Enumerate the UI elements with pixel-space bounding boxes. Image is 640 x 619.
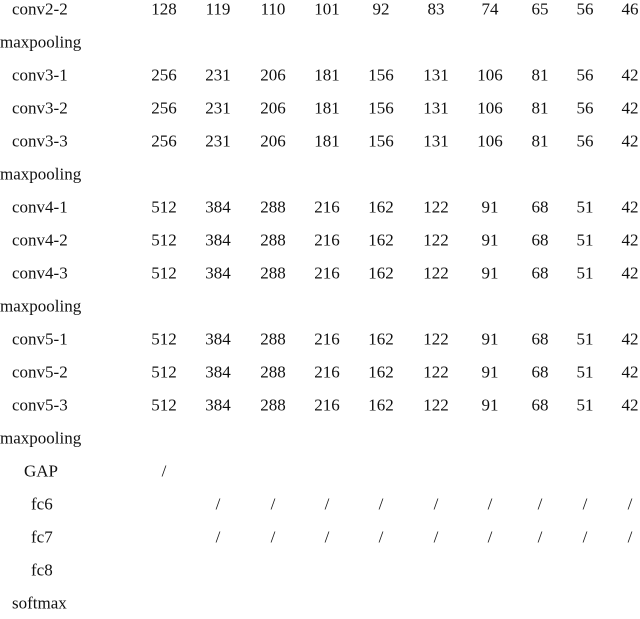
table-cell: 119 xyxy=(205,0,231,18)
table-cell: 156 xyxy=(368,131,394,150)
table-cell: 216 xyxy=(314,362,340,381)
table-cell: 81 xyxy=(531,98,549,117)
table-cell: / xyxy=(627,527,633,546)
table-row xyxy=(0,520,640,553)
table-cell: 42 xyxy=(621,395,639,414)
table-cell: 51 xyxy=(576,395,594,414)
table-cell: 216 xyxy=(314,197,340,216)
layer-label: maxpooling xyxy=(0,32,82,51)
table-row xyxy=(0,586,640,619)
table-cell: 162 xyxy=(368,395,394,414)
table-cell: / xyxy=(270,527,276,546)
table-cell: 91 xyxy=(481,230,499,249)
table-row xyxy=(0,421,640,454)
table-cell: 288 xyxy=(260,395,286,414)
table-cell: / xyxy=(487,527,493,546)
table-cell: 231 xyxy=(205,65,231,84)
table-cell: 68 xyxy=(531,329,549,348)
table-cell: 288 xyxy=(260,329,286,348)
table-cell: 42 xyxy=(621,131,639,150)
table-cell: 162 xyxy=(368,362,394,381)
table-cell: 288 xyxy=(260,197,286,216)
table-cell: 122 xyxy=(423,263,449,282)
table-row xyxy=(0,454,640,487)
table-row xyxy=(0,58,640,91)
table-row xyxy=(0,0,640,25)
table-cell: 156 xyxy=(368,98,394,117)
layer-label: fc7 xyxy=(31,527,53,546)
table-cell: 91 xyxy=(481,395,499,414)
table-cell: / xyxy=(537,494,543,513)
table-cell: 122 xyxy=(423,230,449,249)
table-cell: / xyxy=(537,527,543,546)
table-cell: 68 xyxy=(531,395,549,414)
table-cell: / xyxy=(627,494,633,513)
layer-label: conv2-2 xyxy=(12,0,68,18)
table-cell: / xyxy=(324,494,330,513)
table-cell: 131 xyxy=(423,65,449,84)
table-cell: 512 xyxy=(151,197,177,216)
table-row xyxy=(0,487,640,520)
table-cell: / xyxy=(582,527,588,546)
table-cell: 42 xyxy=(621,197,639,216)
table-cell: 384 xyxy=(205,263,231,282)
table-cell: 216 xyxy=(314,230,340,249)
table-cell: 56 xyxy=(576,0,594,18)
table-cell: 91 xyxy=(481,329,499,348)
table-cell: 68 xyxy=(531,230,549,249)
table-cell: / xyxy=(487,494,493,513)
table-cell: 216 xyxy=(314,395,340,414)
table-cell: / xyxy=(433,527,439,546)
table-cell: 181 xyxy=(314,131,340,150)
table-cell: 42 xyxy=(621,362,639,381)
table-cell: 56 xyxy=(576,65,594,84)
layer-label: conv3-1 xyxy=(12,65,68,84)
table-cell: 122 xyxy=(423,395,449,414)
table-row xyxy=(0,124,640,157)
table-row xyxy=(0,355,640,388)
table-cell: 51 xyxy=(576,329,594,348)
layer-label: softmax xyxy=(12,593,67,612)
table-cell: 42 xyxy=(621,98,639,117)
table-cell: / xyxy=(215,494,221,513)
table-cell: 181 xyxy=(314,98,340,117)
table-cell: 74 xyxy=(481,0,499,18)
table-row xyxy=(0,223,640,256)
layer-label: conv4-3 xyxy=(12,263,68,282)
table-cell: 384 xyxy=(205,395,231,414)
table-cell: 384 xyxy=(205,329,231,348)
table-cell: 384 xyxy=(205,362,231,381)
table-row xyxy=(0,25,640,58)
table-cell: 91 xyxy=(481,263,499,282)
table-cell: 65 xyxy=(531,0,549,18)
table-cell: 512 xyxy=(151,263,177,282)
layer-label: conv5-1 xyxy=(12,329,68,348)
table-cell: 51 xyxy=(576,197,594,216)
table-cell: 42 xyxy=(621,230,639,249)
table-cell: / xyxy=(378,527,384,546)
table-cell: 68 xyxy=(531,263,549,282)
table-row xyxy=(0,289,640,322)
table-cell: 122 xyxy=(423,329,449,348)
layer-label: GAP xyxy=(24,461,59,480)
table-cell: 162 xyxy=(368,329,394,348)
layer-label: maxpooling xyxy=(0,296,82,315)
table-cell: 128 xyxy=(151,0,177,18)
table-cell: 91 xyxy=(481,197,499,216)
layer-label: conv4-1 xyxy=(12,197,68,216)
table-cell: 42 xyxy=(621,65,639,84)
table-cell: 181 xyxy=(314,65,340,84)
table-cell: 162 xyxy=(368,197,394,216)
table-cell: 512 xyxy=(151,395,177,414)
table-row xyxy=(0,91,640,124)
table-cell: / xyxy=(324,527,330,546)
table-cell: 51 xyxy=(576,230,594,249)
table-row xyxy=(0,388,640,421)
table-cell: / xyxy=(378,494,384,513)
table-cell: 156 xyxy=(368,65,394,84)
table-cell: 131 xyxy=(423,131,449,150)
table-cell: 51 xyxy=(576,362,594,381)
table-cell: 131 xyxy=(423,98,449,117)
table-cell: 288 xyxy=(260,263,286,282)
table-cell: 106 xyxy=(477,98,503,117)
table-cell: 512 xyxy=(151,329,177,348)
table-cell: 288 xyxy=(260,230,286,249)
layer-label: conv4-2 xyxy=(12,230,68,249)
table-cell: 206 xyxy=(260,131,286,150)
layer-label: conv5-3 xyxy=(12,395,68,414)
table-cell: 288 xyxy=(260,362,286,381)
table-cell: 106 xyxy=(477,131,503,150)
table-cell: 384 xyxy=(205,197,231,216)
table-cell: 122 xyxy=(423,197,449,216)
table-cell: 42 xyxy=(621,329,639,348)
table-cell: 231 xyxy=(205,98,231,117)
table-row xyxy=(0,256,640,289)
layer-label: fc8 xyxy=(31,560,53,579)
layer-label: maxpooling xyxy=(0,428,82,447)
table-cell: 256 xyxy=(151,131,177,150)
table-row xyxy=(0,190,640,223)
table-cell: 384 xyxy=(205,230,231,249)
table-cell: 122 xyxy=(423,362,449,381)
table-row xyxy=(0,157,640,190)
table-cell: 68 xyxy=(531,197,549,216)
table-cell: 162 xyxy=(368,263,394,282)
table-cell: 91 xyxy=(481,362,499,381)
table-cell: / xyxy=(161,461,167,480)
table-row xyxy=(0,553,640,586)
table-cell: 162 xyxy=(368,230,394,249)
layer-label: maxpooling xyxy=(0,164,82,183)
table-cell: 83 xyxy=(427,0,445,18)
table-cell: / xyxy=(215,527,221,546)
table-cell: 81 xyxy=(531,65,549,84)
table-cell: 256 xyxy=(151,98,177,117)
table-cell: 81 xyxy=(531,131,549,150)
table-cell: 42 xyxy=(621,263,639,282)
table-cell: 51 xyxy=(576,263,594,282)
table-cell: 216 xyxy=(314,263,340,282)
table-cell: / xyxy=(433,494,439,513)
table-cell: 231 xyxy=(205,131,231,150)
table-cell: 216 xyxy=(314,329,340,348)
table-cell: / xyxy=(270,494,276,513)
layer-label: conv5-2 xyxy=(12,362,68,381)
layer-label: conv3-3 xyxy=(12,131,68,150)
table-cell: 68 xyxy=(531,362,549,381)
layer-label: conv3-2 xyxy=(12,98,68,117)
table-cell: 206 xyxy=(260,65,286,84)
table-cell: 56 xyxy=(576,98,594,117)
table-cell: 92 xyxy=(372,0,390,18)
table-cell: 512 xyxy=(151,362,177,381)
table-cell: 101 xyxy=(314,0,340,18)
layer-label: fc6 xyxy=(31,494,53,513)
table-cell: 512 xyxy=(151,230,177,249)
table-cell: 46 xyxy=(621,0,639,18)
table-cell: 110 xyxy=(260,0,286,18)
table-cell: 256 xyxy=(151,65,177,84)
table-cell: 106 xyxy=(477,65,503,84)
table-row xyxy=(0,322,640,355)
table-cell: / xyxy=(582,494,588,513)
table-cell: 56 xyxy=(576,131,594,150)
table-cell: 206 xyxy=(260,98,286,117)
